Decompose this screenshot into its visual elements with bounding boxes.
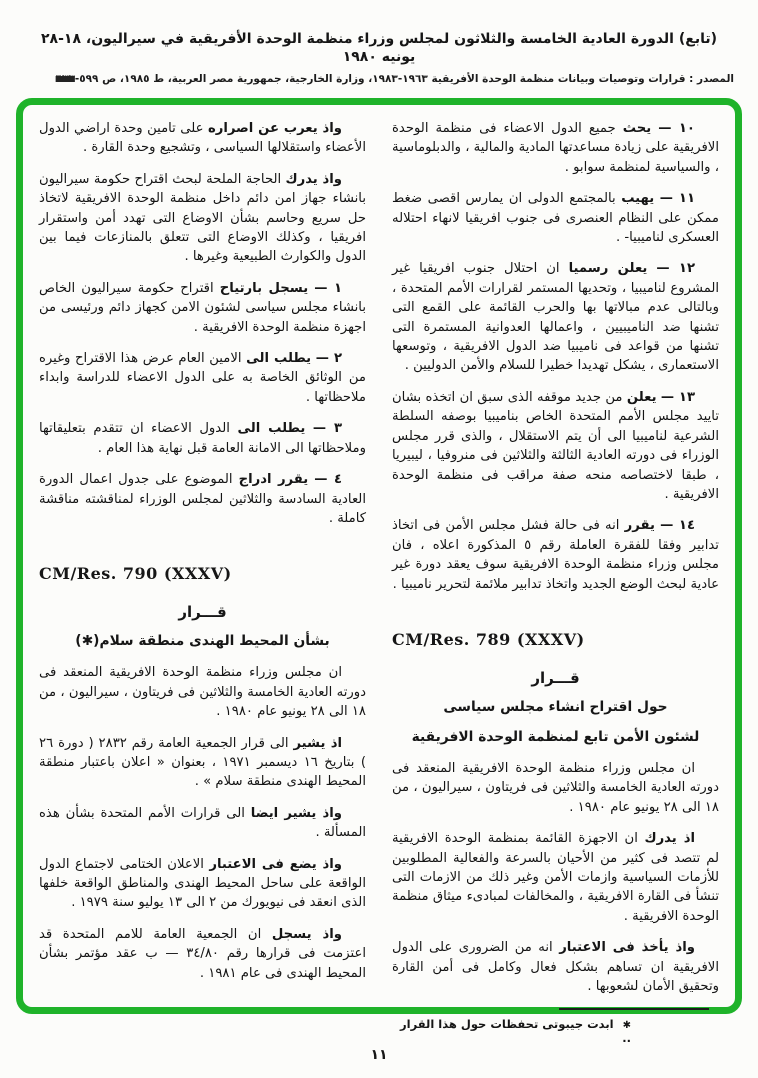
body-lead: واذ يسجل [271,926,342,942]
column-left [39,119,366,999]
preamble-lead: واذ يأخذ فى الاعتبار [559,940,696,956]
preamble-lead: واذ يعرب عن اصراره [207,121,342,136]
page-number: ١١ [370,1047,388,1063]
preamble-text: انه من الضرورى على الدول الافريقية ان تساهم بشكل فعال وكامل فى أمن القارة وتحقيق الأمان لشعوبها . [392,940,719,994]
clause-number: ١٣ — [660,389,695,405]
resolution-ref-789: CM/Res. 789 (XXXV) [392,629,585,649]
clause-lead: يطلب الى [237,421,306,437]
body-paragraph [39,925,366,983]
body-paragraph [39,663,366,721]
preamble-paragraph [392,938,719,996]
page-header [24,30,734,85]
clause-lead: يطلب الى [246,351,312,367]
clause-14 [392,516,719,594]
body-paragraph [39,804,366,843]
preamble-lead: اذ يدرك [644,831,695,847]
clause-number: ١٤ — [660,518,695,534]
clause-1 [39,279,366,337]
session-title: (تابع) الدورة العادية الخامسة والثلاثون لمجلس وزراء منظمة الوحدة الأفريقية في سيراليون، ١٨-٢٨ يونيه ١٩٨٠ [41,31,717,66]
clause-number: ٤ — [314,472,342,488]
clause-number: ٣ — [312,421,343,437]
clause-text: انه فى حالة فشل مجلس الأمن فى اتخاذ تدابير وفقا للفقرة العاملة رقم ٥ المذكورة اعلاه ، فان مجلس وزراء منظمة الوحدة الافريقية سوف يعقد دورة غير عادية لبحث الوضع الجديد واتخاذ تدابير ملائمة لتحرير ناميبيا . [392,518,719,592]
clause-lead: يعلن رسميا [568,261,648,277]
footnote-line [392,1017,719,1045]
body-text: ان مجلس وزراء منظمة الوحدة الافريقية المنعقد فى دورته العادية الخامسة والثلاثين فى فريتاون ، سيراليون ، من ١٨ الى ٢٨ يونيو عام ١٩٨٠ . [39,665,366,720]
clause-number: ٢ — [315,351,343,367]
preamble-text: ان مجلس وزراء منظمة الوحدة الافريقية المنعقد فى دورته العادية الخامسة والثلاثين فى فريتاون ، سيراليون ، من ١٨ الى ٢٨ يونيو عام ١٩٨٠ . [392,760,719,815]
clause-11 [392,189,719,247]
clause-3 [39,419,366,458]
resolution-heading: قـــرار [178,603,227,622]
clause-text: جميع الدول الاعضاء فى منظمة الوحدة الافريقية على زيادة مساعدتها المادية والمالية ، والدبلوماسية ، والسياسية لمنظمة سوابو . [392,121,719,175]
source-smudge: ٦٣٣ [55,73,75,86]
body-text: الاعلان الختامى لاجتماع الدول الواقعة على ساحل المحيط الهندى والمناطق الواقعة خلفها الذى انعقد فى نيويورك من ٢ الى ١٣ يوليو سنة ١٩٧٩ . [39,856,366,911]
clause-text: من جديد موقفه الذى سبق ان اتخذه بشان تاييد مجلس الأمم المتحدة الخاص بناميبيا بوصفه السلطة الشرعية لناميبيا الى أن يتم الاستقلال ، والذى قرر مجلس الوزراء فى دورته العادية الثالثة والثلاثين فى منروفيا ، ليبيريا ، طبقا لاختصاصه منحه صفة مراقب فى منظمة الوحدة الافريقية . [392,389,719,502]
clause-number: ١٠ — [658,121,695,136]
clause-text: الدول الاعضاء ان تتقدم بتعليقاتها وملاحظاتها الى الامانة العامة قبل نهاية هذا العام . [39,421,366,456]
clause-13 [392,388,719,504]
clause-text: بالمجتمع الدولى ان يمارس اقصى ضغط ممكن على النظام العنصرى فى جنوب افريقيا لانهاء احتلاله العسكرى لناميبيا- . [392,191,719,246]
resolution-subtitle-1: حول اقتراح انشاء مجلس سياسى [443,698,668,715]
clause-lead: يقرر [624,518,655,534]
body-lead: واذ يشير ايضا [250,805,343,821]
clause-2 [39,349,366,407]
resolution-subtitle-1: بشأن المحيط الهندى منطقة سلام(✱) [75,633,330,650]
clause-12 [392,259,719,375]
clause-text: اقتراح حكومة سيراليون الخاص بانشاء مجلس سياسى لشئون الامن كجهاز دائم ورئيسى من اجهزة منظمة الوحدة الافريقية . [39,280,366,335]
column-right [392,119,719,1046]
preamble-lead: واذ يدرك [285,171,342,187]
clause-lead: يقرر ادراج [238,472,309,488]
source-text: المصدر : قرارات وتوصيات وبيانات منظمة الوحدة الأفريقية ١٩٦٣-١٩٨٣، وزارة الخارجية، جمهورية مصر العربية، ط ١٩٨٥، ص ٥٩٩- [74,73,734,86]
clause-text: ان احتلال جنوب افريقيا غير المشروع لناميبيا ، وتحديها المستمر لقرارات الأمم المتحدة ، وبالتالى عدم مبالاتها بها والحرب القائمة على القمع التى تشنها ضد الناميبيين ، واعمالها العدوانية المستمرة التى تشنها من قواعد فى ناميبيا ضد الدول الافريقية ، وتوسعها الاستعمارى ، يشكل تهديدا خطيرا للسلام والأمن الدوليين . [392,261,719,374]
footnote [392,1008,719,1049]
clause-lead: يحث [622,121,652,136]
clause-lead: يسجل بارتياح [219,280,309,296]
clause-number: ١٢ — [656,261,695,277]
preamble-text: على تامين وحدة اراضي الدول الأعضاء واستقلالها السياسى ، وتشجيع وحدة القارة . [39,121,366,156]
clause-10 [392,119,719,177]
body-text: الى قرار الجمعية العامة رقم ٢٨٣٢ ( دورة ٢٦ ) بتاريخ ١٦ ديسمبر ١٩٧١ ، بعنوان « اعلان باعتبار منطقة المحيط الهندى منطقة سلام » . [39,735,366,790]
footnote-text: ابدت جيبوتى تحفظات حول هذا القرار .. [400,1017,631,1046]
resolution-subtitle-2: لشئون الأمن تابع لمنظمة الوحدة الافريقية [411,728,700,745]
clause-text: الموضوع على جدول اعمال الدورة العادية السادسة والثلاثين لمجلس الوزراء لمناقشته مناقشة كاملة . [39,472,366,526]
preamble-paragraph [39,170,366,267]
content-frame [16,98,742,1046]
two-column-layout [39,119,719,1046]
footnote-divider [559,1008,709,1010]
preamble-paragraph [392,829,719,926]
clause-number: ١ — [314,280,342,296]
body-text: الى قرارات الأمم المتحدة بشأن هذه المسألة . [39,805,366,841]
clause-lead: يعلن [626,389,657,405]
body-lead: واذ يضع فى الاعتبار [209,856,342,872]
clause-number: ١١ — [659,191,695,207]
body-lead: اذ يشير [293,735,342,751]
asterisk-icon: ✱ [622,1020,631,1032]
clause-text: الامين العام عرض هذا الاقتراح وغيره من الوثائق الخاصة به على الدول الاعضاء للدراسة وابداء ملاحظاتها . [39,351,366,405]
source-line [24,73,734,85]
preamble-paragraph [39,119,366,158]
body-text: ان الجمعية العامة للامم المتحدة قد اعتزمت فى قرارها رقم ٣٤/٨٠ — ب عقد مؤتمر بشأن المحيط الهندى فى عام ١٩٨١ . [39,926,367,981]
preamble-text: الحاجة الملحة لبحث اقتراح حكومة سيراليون بانشاء جهاز امن دائم داخل منظمة الوحدة الافريقية لاتخاذ حل سريع وحاسم بشأن الاوضاع التى تهدد أمن واستقرار افريقيا ، وكذلك الاوضاع التى تتعلق بالمنازعات فيما بين الدول والكوارث الطبيعية وغيرها . [39,171,366,265]
resolution-ref-790: CM/Res. 790 (XXXV) [39,564,232,584]
clause-lead: يهيب [621,191,655,207]
body-paragraph [39,734,366,792]
resolution-heading: قـــرار [531,668,580,687]
body-paragraph [39,855,366,913]
clause-4 [39,470,366,528]
preamble-paragraph [392,759,719,817]
preamble-text: ان الاجهزة القائمة بمنظمة الوحدة الافريقية لم تتصد فى كثير من الأحيان بالسرعة والفعالية المطلوبين للأزمات السياسية وازمات الأمن وغير ذلك من الازمات التى تنشأ فى القارة الافريقية ، والمخالفات لمبادىء ميثاق منظمة الوحدة الافريقية . [392,831,719,924]
